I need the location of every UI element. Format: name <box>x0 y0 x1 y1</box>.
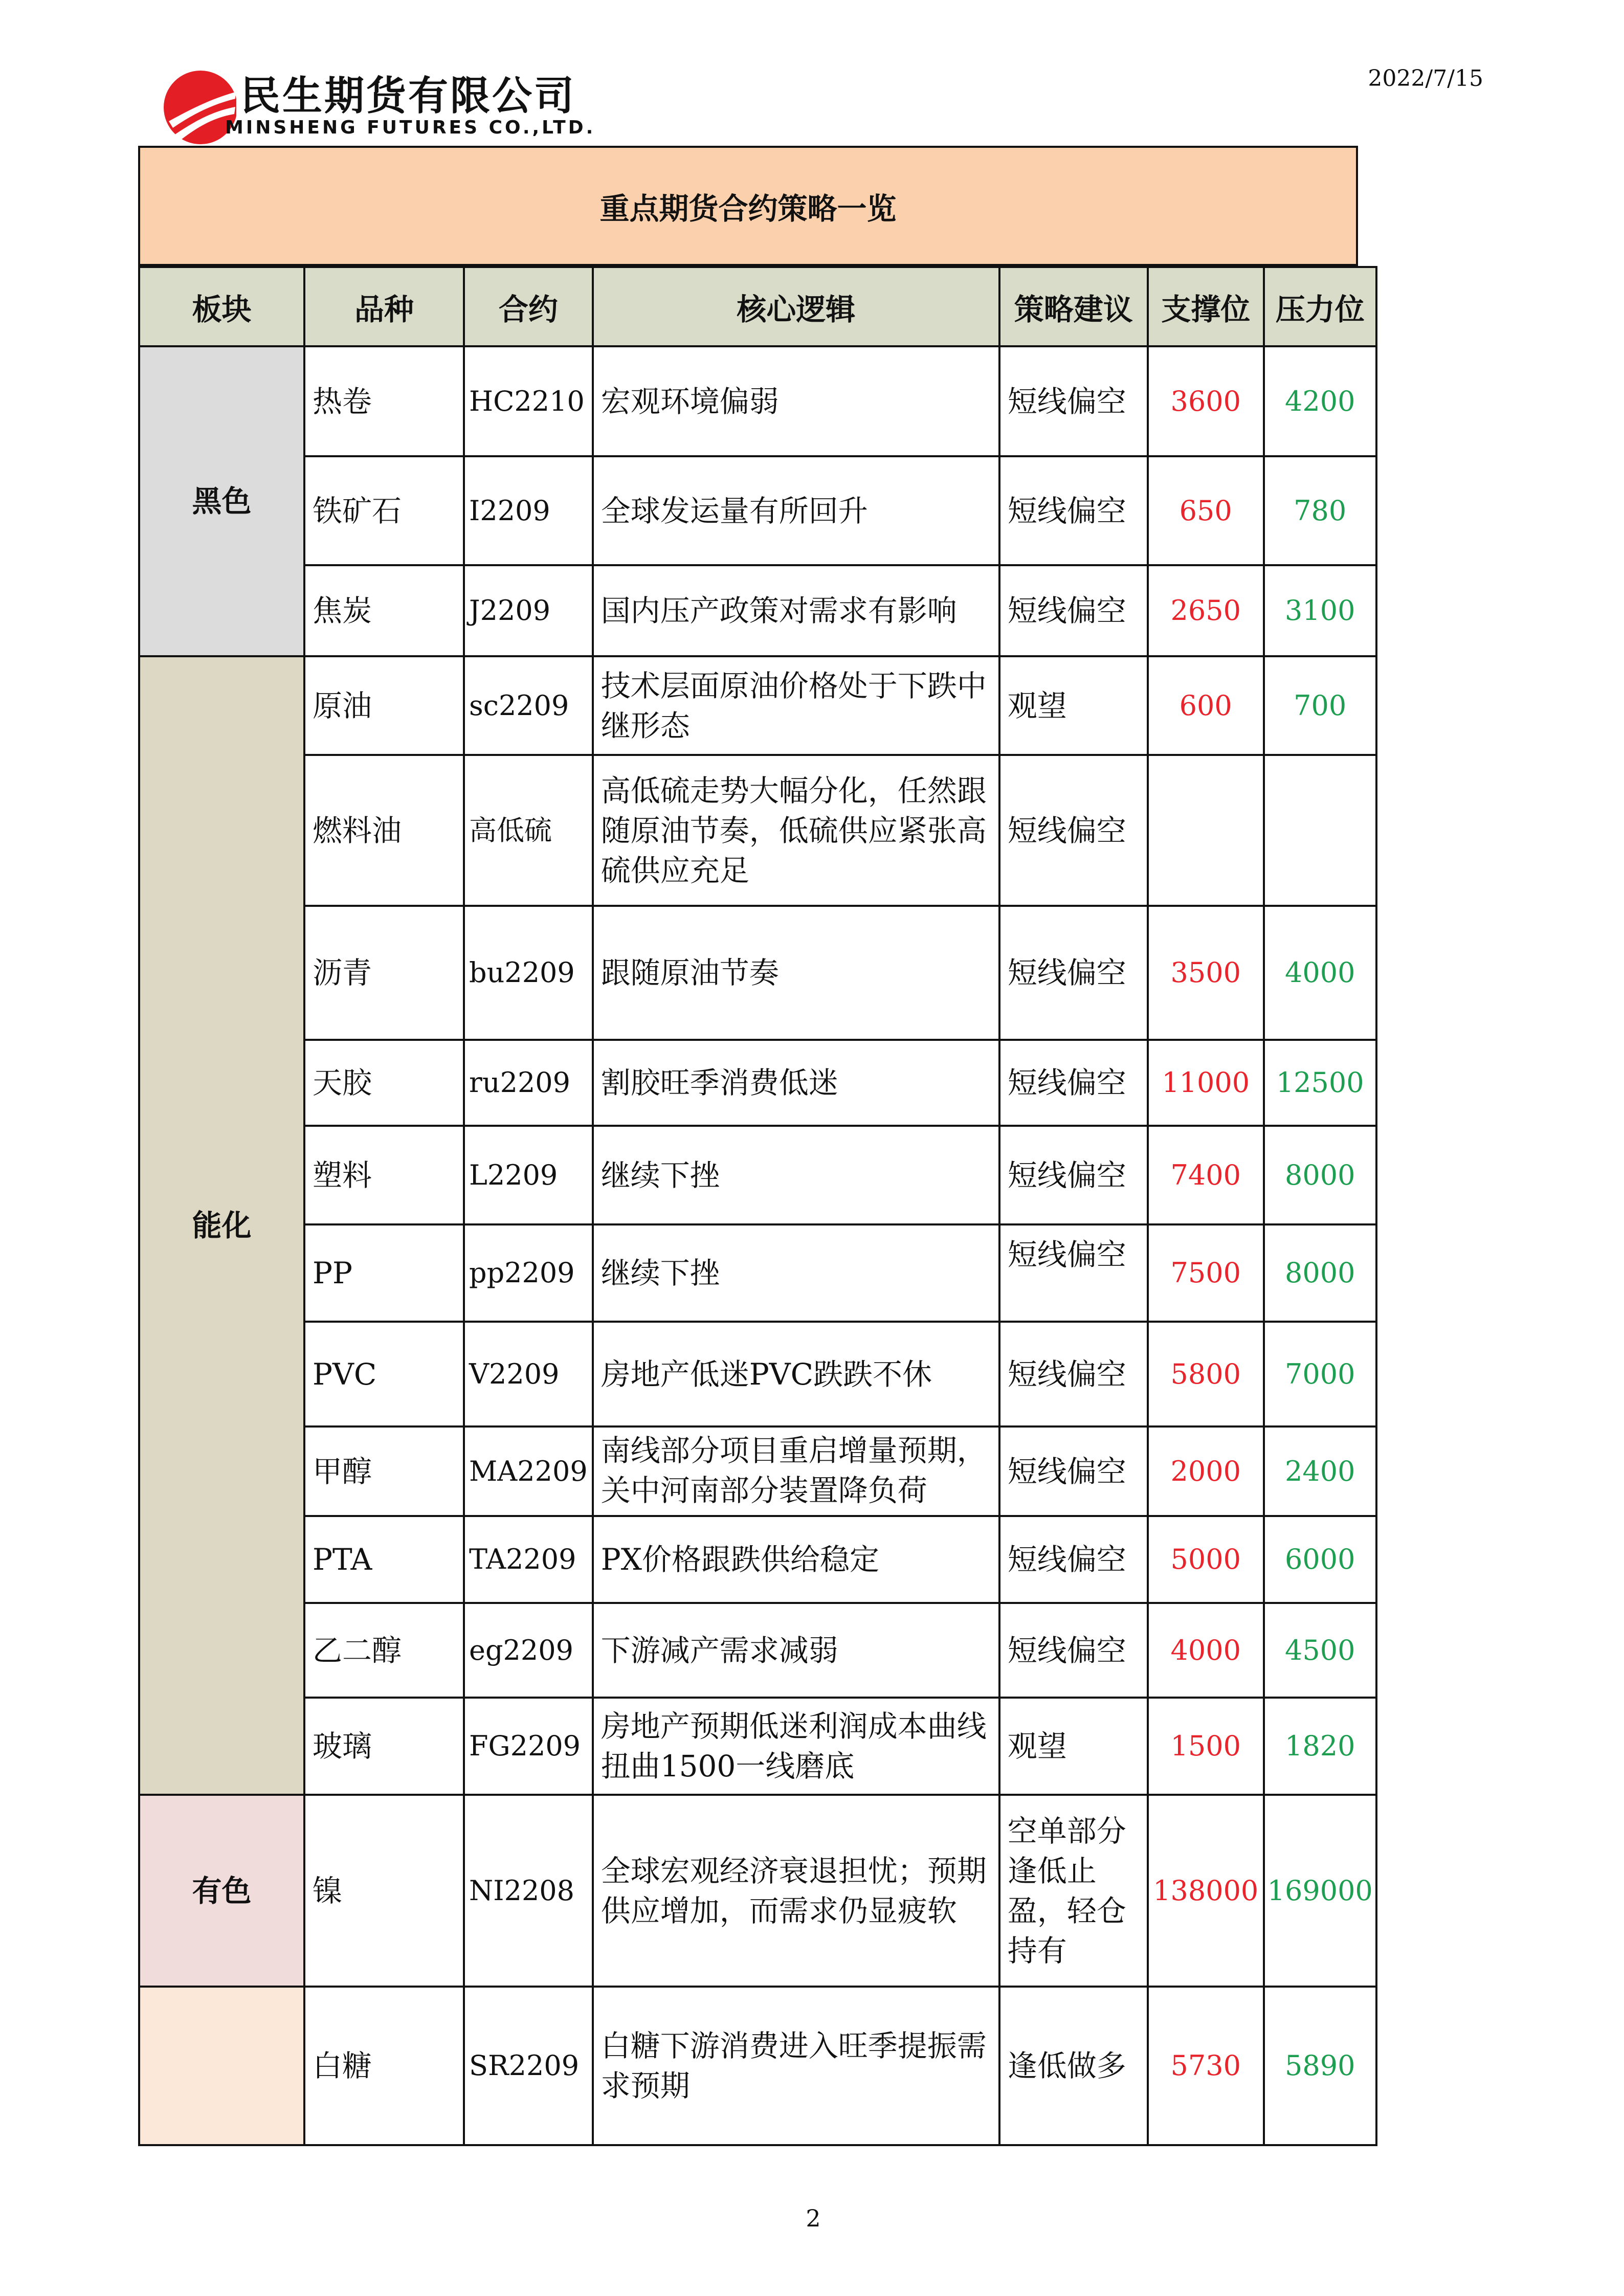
resistance-cell: 6000 <box>1264 1516 1376 1603</box>
support-cell: 5800 <box>1148 1322 1264 1426</box>
resistance-cell: 2400 <box>1264 1426 1376 1516</box>
strategy-cell: 短线偏空 <box>999 1224 1148 1322</box>
column-header-logic: 核心逻辑 <box>593 267 999 346</box>
logic-cell <box>593 1426 999 1516</box>
logic-cell: 国内压产政策对需求有影响 <box>593 565 999 656</box>
resistance-cell: 4500 <box>1264 1603 1376 1698</box>
table-row <box>139 1698 1376 1795</box>
table-row <box>139 565 1376 656</box>
company-name-cn: 民生期货有限公司 <box>240 73 576 119</box>
contract-cell: TA2209 <box>464 1516 593 1603</box>
logic-cell: 继续下挫 <box>593 1126 999 1224</box>
report-date: 2022/7/15 <box>1368 65 1483 92</box>
support-cell: 5000 <box>1148 1516 1264 1603</box>
support-cell: 7500 <box>1148 1224 1264 1322</box>
strategy-cell: 短线偏空 <box>999 906 1148 1040</box>
resistance-cell: 1820 <box>1264 1698 1376 1795</box>
table-row <box>139 1516 1376 1603</box>
column-header-support: 支撑位 <box>1148 267 1264 346</box>
resistance-cell <box>1264 755 1376 906</box>
logic-cell: 割胶旺季消费低迷 <box>593 1040 999 1126</box>
variety-cell: 天胶 <box>304 1040 464 1126</box>
table-row <box>139 1603 1376 1698</box>
contract-cell: sc2209 <box>464 656 593 755</box>
variety-cell: PTA <box>304 1516 464 1603</box>
strategy-cell: 观望 <box>999 1698 1148 1795</box>
contract-cell: bu2209 <box>464 906 593 1040</box>
table-row <box>139 656 1376 755</box>
variety-cell: 乙二醇 <box>304 1603 464 1698</box>
strategy-cell: 短线偏空 <box>999 755 1148 906</box>
strategy-cell: 短线偏空 <box>999 1516 1148 1603</box>
logic-cell: 技术层面原油价格处于下跌中继形态 <box>593 656 999 755</box>
support-cell: 11000 <box>1148 1040 1264 1126</box>
contract-cell: SR2209 <box>464 1987 593 2145</box>
resistance-cell: 780 <box>1264 456 1376 565</box>
strategy-cell: 空单部分逢低止盈，轻仓持有 <box>999 1795 1148 1987</box>
contract-cell: I2209 <box>464 456 593 565</box>
variety-cell: 塑料 <box>304 1126 464 1224</box>
strategy-cell: 短线偏空 <box>999 1040 1148 1126</box>
contract-cell: 高低硫 <box>464 755 593 906</box>
resistance-cell: 12500 <box>1264 1040 1376 1126</box>
logic-cell: 白糖下游消费进入旺季提振需求预期 <box>593 1987 999 2145</box>
resistance-cell: 700 <box>1264 656 1376 755</box>
support-cell: 3500 <box>1148 906 1264 1040</box>
variety-cell: 白糖 <box>304 1987 464 2145</box>
strategy-cell: 短线偏空 <box>999 346 1148 456</box>
contract-cell: pp2209 <box>464 1224 593 1322</box>
logic-cell: 全球发运量有所回升 <box>593 456 999 565</box>
variety-cell: 铁矿石 <box>304 456 464 565</box>
table-row <box>139 1795 1376 1987</box>
table-row <box>139 1426 1376 1516</box>
support-cell: 650 <box>1148 456 1264 565</box>
contract-cell: NI2208 <box>464 1795 593 1987</box>
variety-cell: 原油 <box>304 656 464 755</box>
contract-cell: MA2209 <box>464 1426 593 1516</box>
column-header-strategy: 策略建议 <box>999 267 1148 346</box>
support-cell: 2650 <box>1148 565 1264 656</box>
column-header-contract: 合约 <box>464 267 593 346</box>
strategy-cell: 逢低做多 <box>999 1987 1148 2145</box>
logic-text: 南线部分项目重启增量预期，关中河南部分装置降负荷 <box>600 1433 987 1508</box>
strategy-cell: 短线偏空 <box>999 1126 1148 1224</box>
strategy-cell: 短线偏空 <box>999 565 1148 656</box>
contract-cell: eg2209 <box>464 1603 593 1698</box>
logic-cell: 房地产低迷PVC跌跌不休 <box>593 1322 999 1426</box>
variety-cell: 燃料油 <box>304 755 464 906</box>
table-header-row <box>139 267 1376 346</box>
logic-cell: 宏观环境偏弱 <box>593 346 999 456</box>
strategy-cell: 观望 <box>999 656 1148 755</box>
column-header-variety: 品种 <box>304 267 464 346</box>
logic-cell: 高低硫走势大幅分化，任然跟随原油节奏，低硫供应紧张高硫供应充足 <box>593 755 999 906</box>
variety-cell: 沥青 <box>304 906 464 1040</box>
variety-cell: 热卷 <box>304 346 464 456</box>
table-row <box>139 346 1376 456</box>
support-cell: 4000 <box>1148 1603 1264 1698</box>
logic-cell: 全球宏观经济衰退担忧；预期供应增加，而需求仍显疲软 <box>593 1795 999 1987</box>
contract-cell: V2209 <box>464 1322 593 1426</box>
support-cell: 600 <box>1148 656 1264 755</box>
strategy-cell: 短线偏空 <box>999 456 1148 565</box>
variety-cell: 玻璃 <box>304 1698 464 1795</box>
logic-cell: 下游减产需求减弱 <box>593 1603 999 1698</box>
logic-cell: PX价格跟跌供给稳定 <box>593 1516 999 1603</box>
variety-cell: 镍 <box>304 1795 464 1987</box>
resistance-cell: 5890 <box>1264 1987 1376 2145</box>
table-row <box>139 755 1376 906</box>
table-row <box>139 1040 1376 1126</box>
contract-cell: HC2210 <box>464 346 593 456</box>
logic-cell: 房地产预期低迷利润成本曲线扭曲1500一线磨底 <box>593 1698 999 1795</box>
logic-cell: 继续下挫 <box>593 1224 999 1322</box>
strategy-table <box>138 266 1377 2146</box>
table-row <box>139 1224 1376 1322</box>
resistance-cell: 169000 <box>1264 1795 1376 1987</box>
resistance-cell: 7000 <box>1264 1322 1376 1426</box>
resistance-cell: 3100 <box>1264 565 1376 656</box>
contract-cell: ru2209 <box>464 1040 593 1126</box>
sector-cell: 有色 <box>139 1795 304 1987</box>
company-logo <box>160 64 620 151</box>
column-header-sector: 板块 <box>139 267 304 346</box>
contract-cell: J2209 <box>464 565 593 656</box>
variety-cell: 甲醇 <box>304 1426 464 1516</box>
strategy-cell: 短线偏空 <box>999 1426 1148 1516</box>
variety-cell: PVC <box>304 1322 464 1426</box>
table-row <box>139 1126 1376 1224</box>
resistance-cell: 4000 <box>1264 906 1376 1040</box>
table-title: 重点期货合约策略一览 <box>138 146 1358 266</box>
contract-cell: L2209 <box>464 1126 593 1224</box>
contract-cell: FG2209 <box>464 1698 593 1795</box>
resistance-cell: 8000 <box>1264 1126 1376 1224</box>
variety-cell: 焦炭 <box>304 565 464 656</box>
strategy-cell: 短线偏空 <box>999 1603 1148 1698</box>
sector-cell <box>139 1987 304 2145</box>
table-row <box>139 1987 1376 2145</box>
support-cell <box>1148 755 1264 906</box>
sector-cell: 黑色 <box>139 346 304 656</box>
resistance-cell: 8000 <box>1264 1224 1376 1322</box>
support-cell: 138000 <box>1148 1795 1264 1987</box>
variety-cell: PP <box>304 1224 464 1322</box>
support-cell: 1500 <box>1148 1698 1264 1795</box>
resistance-cell: 4200 <box>1264 346 1376 456</box>
strategy-cell: 短线偏空 <box>999 1322 1148 1426</box>
sector-cell: 能化 <box>139 656 304 1795</box>
logic-cell: 跟随原油节奏 <box>593 906 999 1040</box>
table-row <box>139 1322 1376 1426</box>
table-row <box>139 906 1376 1040</box>
company-name-en: MINSHENG FUTURES CO.,LTD. <box>225 117 596 138</box>
page-number: 2 <box>806 2204 821 2232</box>
column-header-resistance: 压力位 <box>1264 267 1376 346</box>
support-cell: 7400 <box>1148 1126 1264 1224</box>
support-cell: 5730 <box>1148 1987 1264 2145</box>
table-row <box>139 456 1376 565</box>
support-cell: 3600 <box>1148 346 1264 456</box>
support-cell: 2000 <box>1148 1426 1264 1516</box>
